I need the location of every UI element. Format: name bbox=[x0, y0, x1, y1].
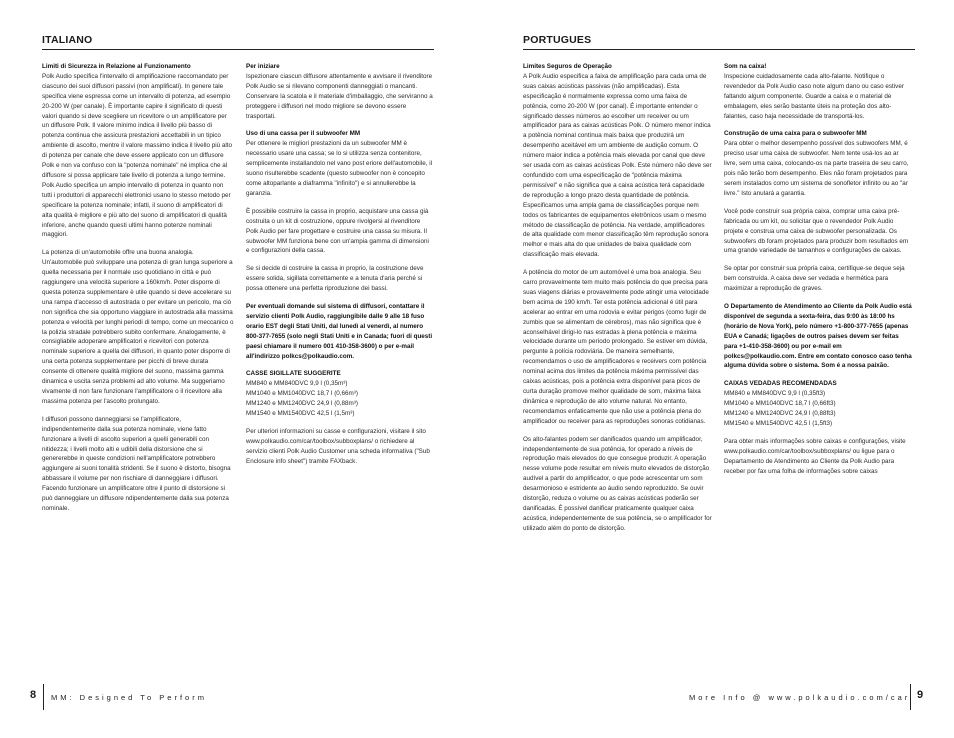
italian-column-1 bbox=[42, 62, 234, 522]
spec-line: MM1540 e MM1540DVC 42,5 l (1,5ft3) bbox=[724, 420, 833, 427]
paragraph: Se si decide di costruire la cassa in proprio, la costruzione deve essere solida, sigillata correttamente e a tenuta d'aria perché si possa ottenere una perfetta riproduzione dei bassi. bbox=[246, 265, 424, 293]
paragraph: Ispezionare ciascun diffusore attentamente e avvisare il rivenditore Polk Audio se si rilevano componenti danneggiati o mancanti. Conservare la scatola e il materiale d'imballaggio, che serviranno a proteggere i diffusori nel modo migliore se devono essere trasportati. bbox=[246, 72, 433, 120]
heading-box-check: Som na caixa! bbox=[724, 63, 767, 70]
section-title-portugues: PORTUGUES bbox=[523, 34, 592, 46]
heading-box-construction: Construção de uma caixa para o subwoofer MM bbox=[724, 130, 867, 138]
header-rule bbox=[523, 49, 915, 50]
footer-tagline: MM: Designed To Perform bbox=[51, 693, 207, 702]
contact-paragraph: Per eventuali domande sul sistema di diffusori, contattare il servizio clienti Polk Audio, raggiungibile dalle 9 alle 18 fuso orario EST degli Stati Uniti, dal lunedì al venerdì, al numero 800-377-7655 (solo negli Stati Uniti e in Canada; fuori di questi paesi chiamare il numero 001 410-358-3600) o per e-mail all'indirizzo polkcs@polkaudio.com. bbox=[246, 303, 433, 360]
heading-enclosure-use: Uso di una cassa per il subwoofer MM bbox=[246, 130, 361, 138]
paragraph: La potenza di un'automobile offre una buona analogia. Un'automobile può sviluppare una potenza di gran lunga superiore a quella necessaria per il normale uso quotidiano in città e può raggiungere una velocità superiore a 160km/h. Poter disporre di questa potenza supplementare è utile quando si deve accelerare su una rampa d'accesso di autostrada o per evitare un pericolo, ma ciò non significa che sia opportuno viaggiare in autostrada alla massima potenza e velocità per lunghi periodi di tempo, come un meccanico o la polizia stradale potrebbero subito confermare. Analogamente, è consigliabile adoperare amplificatori e ricevitori con potenza nominale superiore a quella dei diffusori, in quanto poter disporre di una certa potenza supplementare per picchi di breve durata consente di ottenere qualità migliore del suono, massima gamma dinamica e uscita senza problemi ad alto volume. Ma suggeriamo vivamente di non fare funzionare l'amplificatore o il ricevitore alla massima potenza per l'ascolto prolungato. bbox=[42, 249, 234, 405]
spec-line: MM1240 e MM1240DVC 24,9 l (0,88m³) bbox=[246, 400, 358, 408]
paragraph: Per ulteriori informazioni su casse e configurazioni, visitare il sito www.polkaudio.com/car/toolbox/subboxplans/ o richiedere al servizio clienti Polk Audio Customer una scheda informativa ("Sub Enclosure info sheet") tramite FAXback. bbox=[246, 428, 430, 465]
paragraph: A Polk Audio especifica a faixa de amplificação para cada uma de suas caixas acústicas passivas (não amplificadas). Esta especificação é normalmente expressa como uma faixa de potência, como 20-200 W (por canal). É importante entender o significado desses números ao escolher um receiver ou um amplificador para as caixas acústicas Polk. O número menor indica a potência nominal contínua mais baixa que produzirá um desempenho aceitável em um ambiente de audição comum. O número maior indica a potência mais elevada por canal que deve ser usada com as caixas acústicas Polk. Este número não deve ser confundido com uma especificação de "potência máxima permissível" e não significa que a caixa acústica terá capacidade de reprodução a longo prazo desta quantidade de potência. Especificamos uma ampla gama de classificações porque nem todos os fabricantes de equipamentos eletrônicos usam o mesmo método de classificação de potência. Na verdade, amplificadores de alta qualidade com menor classificação têm reprodução sonora melhor e mais alta do que unidades de baixa qualidade com classificação mais elevada. bbox=[523, 72, 712, 259]
heading-sealed-boxes: CASSE SIGILLATE SUGGERITE bbox=[246, 370, 341, 378]
spec-line: MM1040 e MM1040DVC 18,7 l (0,66ft3) bbox=[724, 400, 836, 408]
footer-divider bbox=[910, 684, 911, 710]
footer-divider bbox=[43, 684, 44, 710]
paragraph: Para obter o melhor desempenho possível dos subwoofers MM, é preciso usar uma caixa de subwoofer. Nem tente usá-los ao ar livre, sem uma caixa, colocando-os na parte traseira de seu carro, pois não terão bom desempenho. Eles não foram projetados para serem instalados como um sistema de sonofletor infinito ou ao "ar livre." Isto anulará a garantia. bbox=[724, 140, 909, 197]
paragraph: I diffusori possono danneggiarsi se l'amplificatore, indipendentemente dalla sua potenza nominale, viene fatto funzionare a livelli di ascolto superiori a quelli generabili con nitidezza; i livelli molto alti e udibili della distorsione che si genererebbe in queste condizioni nell'amplificatore potrebbero aggiungere ai suoni tonalità stridenti. Se il suono è distorto, bisogna abbassare il volume per non rischiare di danneggiare i diffusori. Facendo funzionare un amplificatore oltre il punto di distorsione si può danneggiare un diffusore ndipendentemente dalla sua potenza nominale. bbox=[42, 415, 231, 512]
spec-line: MM1540 e MM1540DVC 42,5 l (1,5m³) bbox=[246, 410, 355, 418]
paragraph: Inspecione cuidadosamente cada alto-falante. Notifique o revendedor da Polk Audio caso note algum dano ou caso estiver faltando algum componente. Guarde a caixa e o material de embalagem, eles serão bastante úteis na proteção dos alto-falantes, caso haja necessidade de transportá-los. bbox=[724, 72, 904, 120]
portuguese-column-1 bbox=[523, 62, 713, 542]
section-title-italiano: ITALIANO bbox=[42, 34, 93, 46]
portuguese-column-2 bbox=[724, 62, 912, 485]
paragraph: Para obter mais informações sobre caixas e configurações, visite www.polkaudio.com/car/toolbox/subboxplans/ ou ligue para o Departamento de Atendimento ao Cliente da Polk Audio para receber por fax uma folha de informações sobre caixas bbox=[724, 437, 906, 475]
spec-line: MM840 e MM840DVC 9,9 l (0,35ft3) bbox=[724, 390, 826, 398]
spec-line: MM840 e MM840DVC 9,9 l (0,35m³) bbox=[246, 380, 348, 388]
page-number: 9 bbox=[917, 689, 924, 701]
italian-column-2 bbox=[246, 62, 434, 475]
paragraph: A potência do motor de um automóvel é uma boa analogia. Seu carro provavelmente tem muito mais potência do que precisa para suas viagens diárias e provavelmente pode atingir uma velocidade bem acima de 190 km/h. Ter esta potência adicional é útil para acelerar ao entrar em uma rodovia e evitar perigos (como fugir de zumbis que se alimentam de cérebros), mas não significa que é aconselhável dirigi-lo nas estradas à plena potência e máxima velocidade durante um período prolongado. Se estiver em dúvida, pergunte à polícia rodoviária. De maneira semelhante, recomendamos o uso de amplificadores e receivers com potência nominal acima dos limites da potência máxima permissível das caixas acústicas, pois a potência extra disponível para picos de curta duração promove melhor qualidade de som, máxima faixa dinâmica e reprodução de alto volume natural. No entanto, recomendamos enfaticamente que não use a potência plena do amplificador ou receiver para as reproduções sonoras cotidianas. bbox=[523, 269, 709, 425]
heading-safe-limits: Limites Seguros de Operação bbox=[523, 63, 612, 70]
header-rule bbox=[42, 49, 434, 50]
heading-sealed-boxes: CAIXAS VEDADAS RECOMENDADAS bbox=[724, 380, 837, 388]
heading-getting-started: Per iniziare bbox=[246, 63, 280, 70]
spec-line: MM1040 e MM1040DVC 18,7 l (0,66m³) bbox=[246, 390, 358, 398]
paragraph: Os alto-falantes podem ser danificados quando um amplificador, independentemente de sua potência, for operado a níveis de reprodução mais elevados do que consegue produzir. A operação nesse volume pode resultar em níveis muito elevados de distorção audível a partir do amplificador, o que pode acrescentar um som desarmonioso e estridente ao áudio sendo reproduzido. Se ouvir distorção, reduza o volume ou as caixas acústicas poderão ser danificadas. É possível danificar praticamente qualquer caixa acústica, independentemente de sua potência, se o amplificador for utilizado além do ponto de distorção. bbox=[523, 435, 712, 532]
right-page bbox=[477, 0, 954, 738]
page-number: 8 bbox=[30, 689, 37, 701]
paragraph: Per ottenere le migliori prestazioni da un subwoofer MM è necessario usare una cassa; se lo si utilizza senza contenitore, semplicemente installandolo nel vano post eriore dell'automobile, il suono risulterebbe scadente (questo subwoofer non è concepito come altoparlante a diaframma "infinito") e si annullerebbe la garanzia. bbox=[246, 140, 433, 197]
paragraph: È possibile costruire la cassa in proprio, acquistare una cassa già costruita o un kit di costruzione, oppure rivolgersi al rivenditore Polk Audio per fare progettare e costruire una cassa su misura. Il subwoofer MM funziona bene con un'ampia gamma di dimensioni e configurazioni della cassa. bbox=[246, 207, 429, 255]
paragraph: Se optar por construir sua própria caixa, certifique-se deque seja bem construída. A caixa deve ser vedada e hermética para maximizar a reprodução de graves. bbox=[724, 265, 905, 293]
spec-line: MM1240 e MM1240DVC 24,9 l (0,88ft3) bbox=[724, 410, 836, 418]
paragraph: Polk Audio specifica l'intervallo di amplificazione raccomandato per ciascuno dei suoi diffusori passivi (non amplificati). In genere tale specifica viene espressa come un intervallo di potenza, ad esempio 20-200 W (per canale). È importante capire il significato di questi valori quando si deve scegliere un ricevitore o un amplificatore per un diffusore Polk. Il valore minimo indica il livello più basso di potenza continua che assicura prestazioni accettabili in un tipico ambiente di ascolto, mentre il valore massimo indica il livello più alto di potenza per canale che deve essere applicato con un diffusore Polk e non va confuso con la "potenza nominale" né implica che al diffusore si possa applicare tale livello di potenza a lungo termine. Polk Audio specifica un ampio intervallo di potenza in quanto non tutti i produttori di apparecchi elettronici usano lo stesso metodo per specificare la potenza nominale; infatti, il suono di amplificatori di alta qualità è migliore e più alto del suono di amplificatori di qualità inferiore, anche quando questi ultimi hanno potenze nominali maggiori. bbox=[42, 72, 233, 239]
heading-safe-limits: Limiti di Sicurezza in Relazione al Funzionamento bbox=[42, 63, 191, 70]
footer-tagline: More Info @ www.polkaudio.com/car bbox=[689, 693, 911, 702]
contact-paragraph: O Departamento de Atendimento ao Cliente da Polk Audio está disponível de segunda a sexta-feira, das 9:00 às 18:00 hs (horário de Nova York), pelo número +1-800-377-7655 (apenas EUA e Canadá; ligações de outros países devem ser feitas para +1-410-358-3600) ou por e-mail em polkcs@polkaudio.com. Entre em contato conosco caso tenha alguma dúvida sobre o sistema. Som é a nossa paixão. bbox=[724, 303, 912, 370]
paragraph: Você pode construir sua própria caixa, comprar uma caixa pré-fabricada ou um kit, ou solicitar que o revendedor Polk Audio projete e construa uma caixa de subwoofer personalizada. Os subwoofers db foram projetados para produzir bom resultados em uma grande variedade de tamanhos e configurações de caixas. bbox=[724, 207, 909, 255]
